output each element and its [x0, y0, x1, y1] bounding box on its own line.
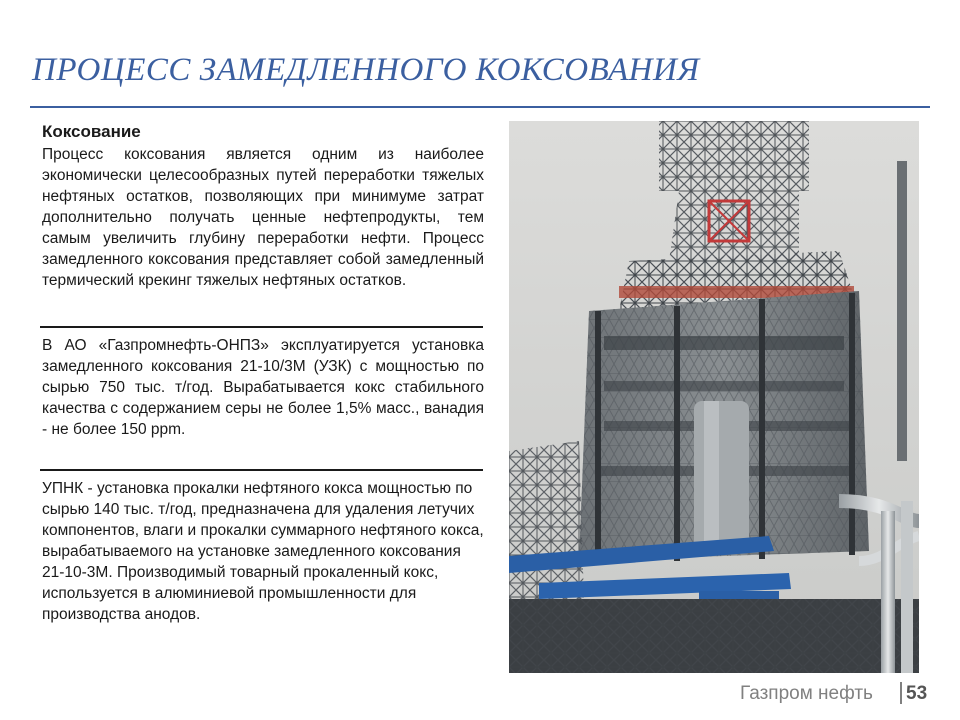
slide-title: ПРОЦЕСС ЗАМЕДЛЕННОГО КОКСОВАНИЯ [32, 52, 700, 88]
section-divider [40, 326, 483, 328]
page-number: 53 [906, 683, 928, 704]
section-paragraph: УПНК - установка прокалки нефтяного кокса мощностью по сырью 140 тыс. т/год, предназначена для удаления летучих компонентов, влаги и прокалки суммарного нефтяного кокса, вырабатываемого на установке замедленного коксования 21-10-3М. Производимый товарный прокаленный кокс, используется в алюминиевой промышленности для производства анодов. [42, 480, 484, 623]
section-plant-info [42, 335, 484, 467]
footer-brand: Газпром нефть [740, 683, 873, 704]
section-paragraph: В АО «Газпромнефть-ОНПЗ» эксплуатируется установка замедленного коксования 21-10/3М (УЗК) с мощностью по сырью 750 тыс. т/год. Вырабатывается кокс стабильного качества с содержанием серы не более 1,5% масс., ванадия - не более 150 ppm. [42, 337, 484, 438]
title-underline [30, 106, 930, 108]
section-divider [40, 469, 483, 471]
section-calcination-info [42, 478, 484, 684]
coking-unit-photo [509, 121, 919, 673]
coking-unit-illustration [509, 121, 919, 673]
footer-separator [900, 682, 902, 704]
section-coking-intro [42, 119, 484, 326]
section-heading: Коксование [42, 122, 141, 141]
section-paragraph: Процесс коксования является одним из наиболее экономически целесообразных путей переработки тяжелых нефтяных остатков, позволяющих при минимуме затрат дополнительно получать ценные нефтепродукты, тем самым увеличить глубину переработки нефти. Процесс замедленного коксования представляет собой замедленный термический крекинг тяжелых нефтяных остатков. [42, 146, 484, 289]
